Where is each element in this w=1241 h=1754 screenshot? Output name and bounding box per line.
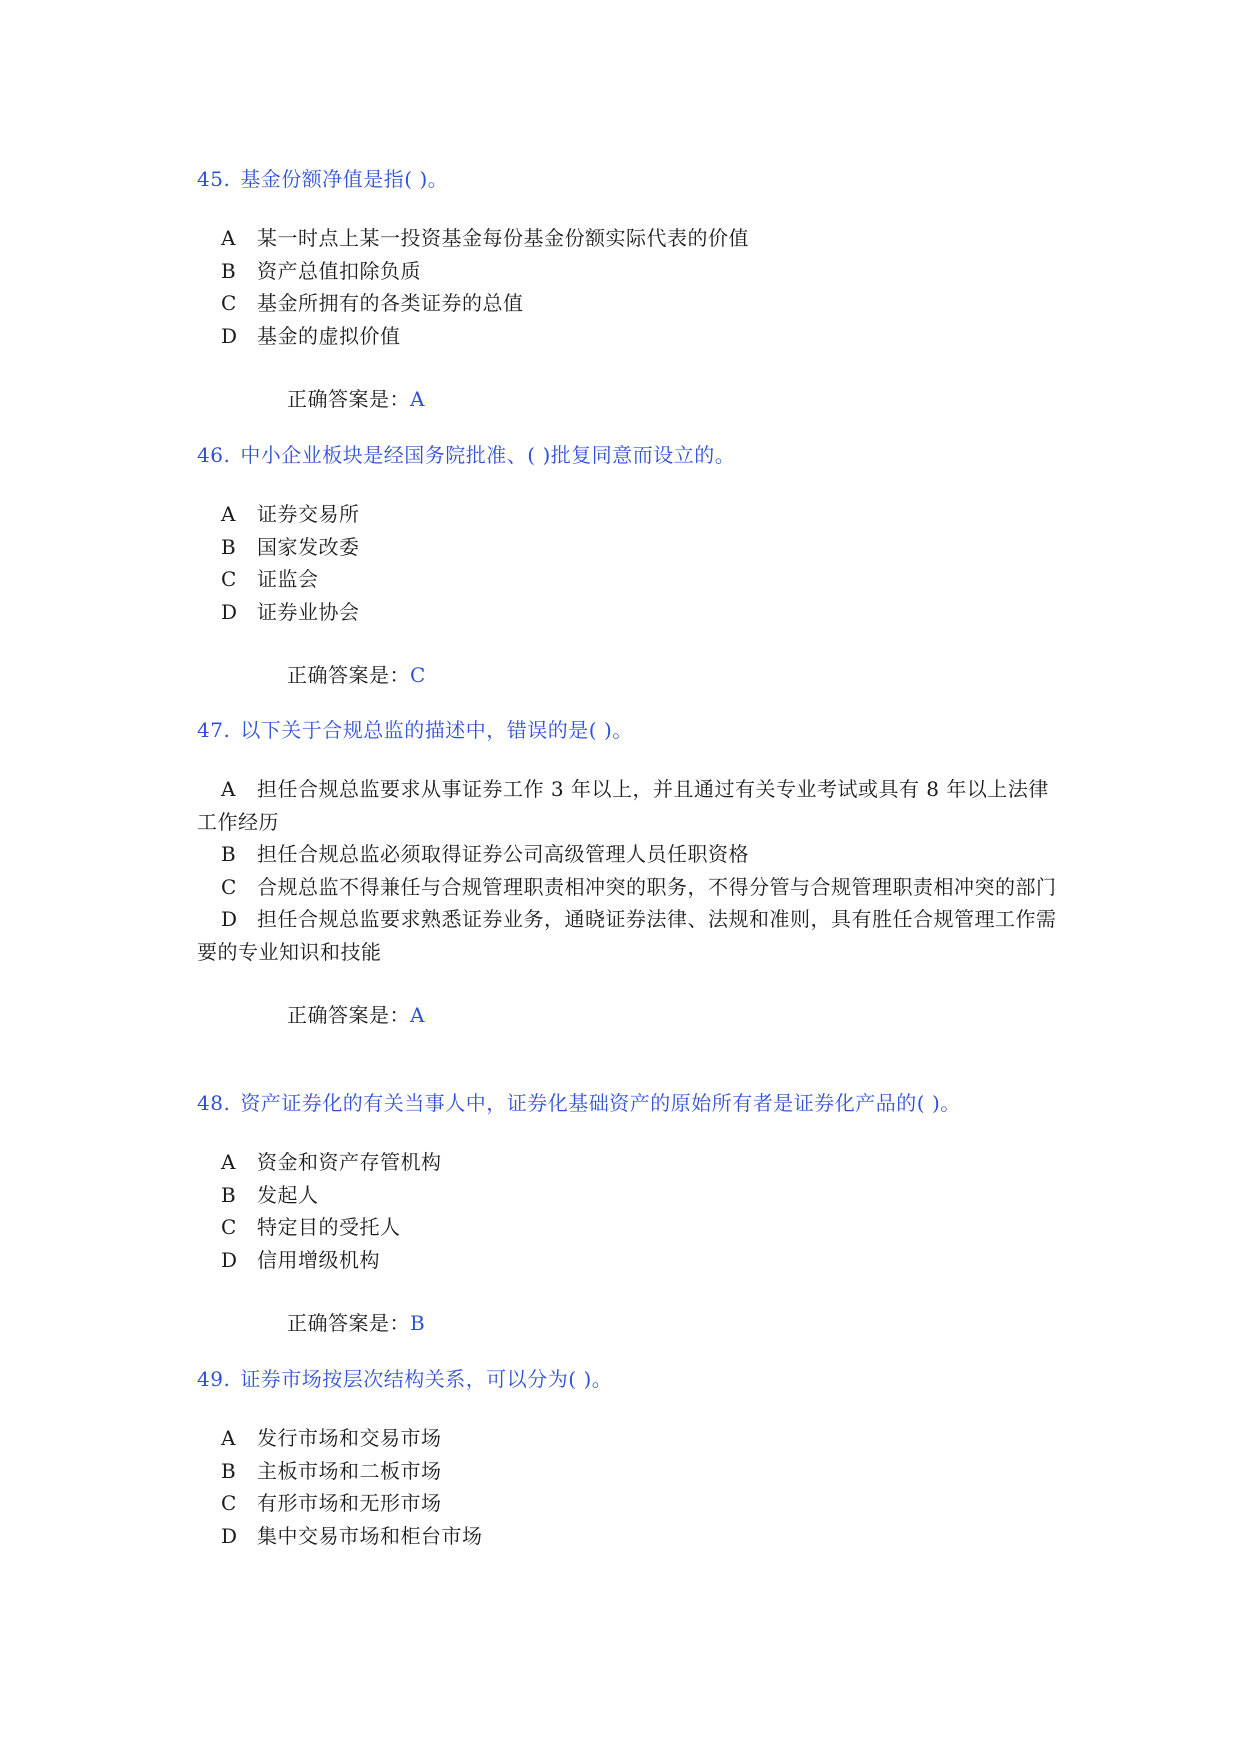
answer-value: B <box>410 1311 426 1335</box>
option-letter: C <box>221 874 237 899</box>
option-text: 信用增级机构 <box>257 1247 380 1272</box>
option-c <box>197 1211 1057 1244</box>
option-d <box>197 1520 1057 1553</box>
option-text: 担任合规总监要求从事证券工作 3 年以上，并且通过有关专业考试或具有 8 年以上法律工作经历 <box>197 777 1049 834</box>
option-text: 合规总监不得兼任与合规管理职责相冲突的职务，不得分管与合规管理职责相冲突的部门 <box>257 874 1057 899</box>
option-list <box>197 1422 1057 1552</box>
option-list <box>197 498 1057 628</box>
question-46 <box>197 442 1057 688</box>
option-b <box>197 255 1057 288</box>
question-49 <box>197 1366 1057 1552</box>
question-title <box>197 442 1057 468</box>
option-letter: A <box>221 502 236 526</box>
option-c <box>197 563 1057 596</box>
option-c <box>197 871 1057 904</box>
correct-answer <box>197 386 1057 412</box>
option-text: 资金和资产存管机构 <box>257 1150 442 1174</box>
option-text: 国家发改委 <box>257 534 360 559</box>
option-letter: A <box>221 1426 236 1450</box>
option-a <box>197 1146 1057 1179</box>
question-text: 基金份额净值是指( )。 <box>240 167 449 191</box>
option-b <box>197 838 1057 871</box>
option-a <box>197 222 1057 255</box>
answer-value: C <box>410 663 426 687</box>
option-text: 某一时点上某一投资基金每份基金份额实际代表的价值 <box>257 226 749 250</box>
option-letter: B <box>221 534 237 559</box>
question-text: 中小企业板块是经国务院批准、( )批复同意而设立的。 <box>240 443 736 467</box>
answer-label: 正确答案是： <box>287 663 410 687</box>
question-45 <box>197 166 1057 412</box>
question-title <box>197 1366 1057 1392</box>
option-text: 基金的虚拟价值 <box>257 323 401 348</box>
question-number: 46. <box>197 443 231 467</box>
option-d <box>197 903 1057 968</box>
answer-value: A <box>410 387 425 411</box>
question-title <box>197 166 1057 192</box>
question-text: 资产证券化的有关当事人中，证券化基础资产的原始所有者是证券化产品的( )。 <box>240 1091 961 1115</box>
option-list <box>197 1146 1057 1276</box>
option-list <box>197 222 1057 352</box>
option-text: 基金所拥有的各类证券的总值 <box>257 291 524 315</box>
option-a <box>197 1422 1057 1455</box>
option-text: 有形市场和无形市场 <box>257 1491 442 1515</box>
correct-answer <box>197 1002 1057 1028</box>
question-48 <box>197 1090 1057 1336</box>
option-letter: D <box>221 907 238 931</box>
question-number: 48. <box>197 1091 231 1115</box>
option-d <box>197 1244 1057 1277</box>
option-text: 证券交易所 <box>257 502 360 526</box>
option-letter: B <box>221 842 237 866</box>
option-list <box>197 773 1057 968</box>
question-text: 证券市场按层次结构关系，可以分为( )。 <box>240 1367 613 1391</box>
option-text: 特定目的受托人 <box>257 1215 401 1239</box>
option-letter: A <box>221 1150 236 1174</box>
question-title <box>197 1090 1057 1116</box>
answer-label: 正确答案是： <box>287 1003 410 1027</box>
option-letter: A <box>221 777 236 801</box>
option-text: 担任合规总监必须取得证券公司高级管理人员任职资格 <box>257 842 749 866</box>
option-b <box>197 1179 1057 1212</box>
option-letter: C <box>221 1491 237 1515</box>
option-b <box>197 531 1057 564</box>
option-text: 发起人 <box>257 1182 319 1207</box>
question-number: 45. <box>197 167 231 191</box>
option-text: 发行市场和交易市场 <box>257 1426 442 1450</box>
option-letter: D <box>221 1523 238 1548</box>
question-number: 47. <box>197 718 231 742</box>
option-text: 集中交易市场和柜台市场 <box>257 1523 483 1548</box>
answer-label: 正确答案是： <box>287 387 410 411</box>
option-letter: D <box>221 323 238 348</box>
option-letter: D <box>221 599 238 624</box>
option-letter: A <box>221 226 236 250</box>
question-text: 以下关于合规总监的描述中，错误的是( )。 <box>240 718 633 742</box>
answer-label: 正确答案是： <box>287 1311 410 1335</box>
option-letter: C <box>221 1215 237 1239</box>
option-letter: C <box>221 567 237 591</box>
option-text: 主板市场和二板市场 <box>257 1458 442 1483</box>
option-d <box>197 596 1057 629</box>
option-letter: C <box>221 291 237 315</box>
option-c <box>197 1487 1057 1520</box>
option-b <box>197 1455 1057 1488</box>
question-47 <box>197 717 1057 1028</box>
option-text: 证券业协会 <box>257 599 360 624</box>
option-a <box>197 498 1057 531</box>
answer-value: A <box>410 1003 425 1027</box>
option-letter: D <box>221 1247 238 1272</box>
option-a <box>197 773 1057 838</box>
option-d <box>197 320 1057 353</box>
option-text: 担任合规总监要求熟悉证券业务，通晓证券法律、法规和准则，具有胜任合规管理工作需要的专业知识和技能 <box>197 907 1057 964</box>
option-text: 资产总值扣除负质 <box>257 258 421 283</box>
question-number: 49. <box>197 1367 231 1391</box>
option-letter: B <box>221 1458 237 1483</box>
option-text: 证监会 <box>257 567 319 591</box>
option-c <box>197 287 1057 320</box>
option-letter: B <box>221 258 237 283</box>
option-letter: B <box>221 1182 237 1207</box>
correct-answer <box>197 1310 1057 1336</box>
correct-answer <box>197 662 1057 688</box>
question-title <box>197 717 1057 743</box>
